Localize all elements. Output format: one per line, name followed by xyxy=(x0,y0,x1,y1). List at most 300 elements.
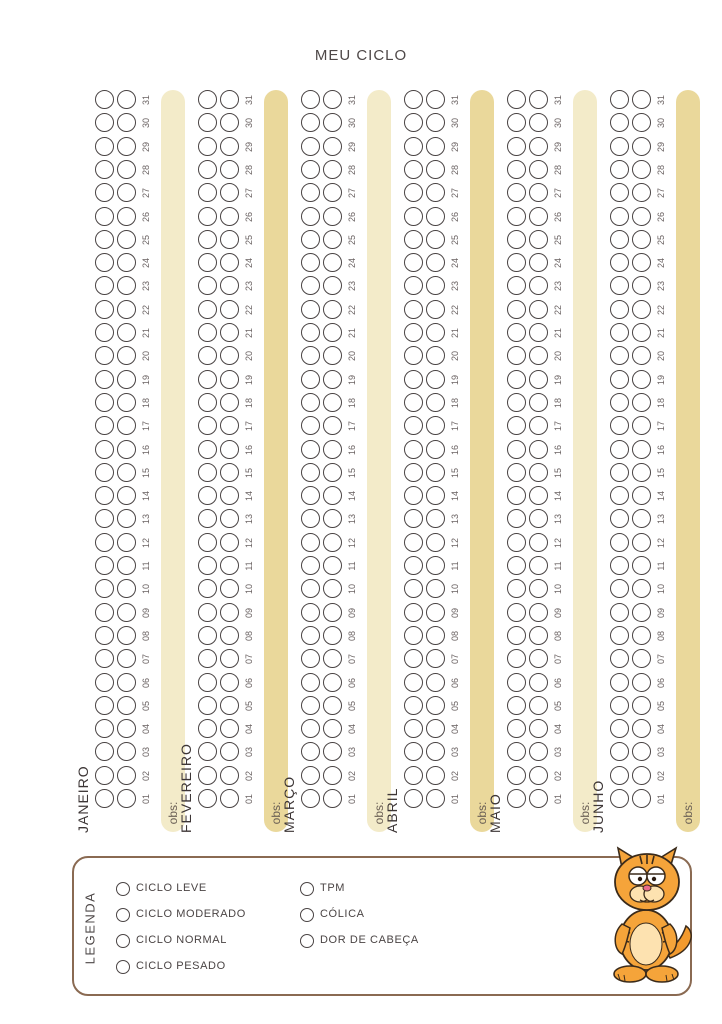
day-circle-checkbox[interactable] xyxy=(117,207,136,226)
day-circle-checkbox[interactable] xyxy=(610,370,629,389)
day-circle-checkbox[interactable] xyxy=(220,533,239,552)
day-circle-checkbox[interactable] xyxy=(301,486,320,505)
day-circle-checkbox[interactable] xyxy=(529,649,548,668)
day-circle-checkbox[interactable] xyxy=(507,509,526,528)
day-circle-checkbox[interactable] xyxy=(198,603,217,622)
day-circle-checkbox[interactable] xyxy=(529,183,548,202)
day-circle-checkbox[interactable] xyxy=(426,160,445,179)
day-circle-checkbox[interactable] xyxy=(632,300,651,319)
day-circle-checkbox[interactable] xyxy=(198,416,217,435)
day-circle-checkbox[interactable] xyxy=(220,137,239,156)
day-circle-checkbox[interactable] xyxy=(117,276,136,295)
day-circle-checkbox[interactable] xyxy=(529,719,548,738)
day-circle-checkbox[interactable] xyxy=(507,276,526,295)
day-circle-checkbox[interactable] xyxy=(95,346,114,365)
day-circle-checkbox[interactable] xyxy=(301,463,320,482)
day-circle-checkbox[interactable] xyxy=(610,440,629,459)
day-circle-checkbox[interactable] xyxy=(301,509,320,528)
day-circle-checkbox[interactable] xyxy=(404,719,423,738)
day-circle-checkbox[interactable] xyxy=(117,346,136,365)
day-circle-checkbox[interactable] xyxy=(404,370,423,389)
day-circle-checkbox[interactable] xyxy=(529,742,548,761)
day-circle-checkbox[interactable] xyxy=(323,323,342,342)
day-circle-checkbox[interactable] xyxy=(632,183,651,202)
day-circle-checkbox[interactable] xyxy=(404,696,423,715)
day-circle-checkbox[interactable] xyxy=(117,673,136,692)
day-circle-checkbox[interactable] xyxy=(198,509,217,528)
day-circle-checkbox[interactable] xyxy=(220,626,239,645)
day-circle-checkbox[interactable] xyxy=(404,160,423,179)
day-circle-checkbox[interactable] xyxy=(220,370,239,389)
day-circle-checkbox[interactable] xyxy=(323,649,342,668)
day-circle-checkbox[interactable] xyxy=(323,673,342,692)
day-circle-checkbox[interactable] xyxy=(404,323,423,342)
day-circle-checkbox[interactable] xyxy=(95,649,114,668)
day-circle-checkbox[interactable] xyxy=(220,673,239,692)
day-circle-checkbox[interactable] xyxy=(404,230,423,249)
day-circle-checkbox[interactable] xyxy=(117,603,136,622)
day-circle-checkbox[interactable] xyxy=(426,789,445,808)
day-circle-checkbox[interactable] xyxy=(610,533,629,552)
legend-circle-icon[interactable] xyxy=(300,934,314,948)
day-circle-checkbox[interactable] xyxy=(507,230,526,249)
day-circle-checkbox[interactable] xyxy=(323,696,342,715)
day-circle-checkbox[interactable] xyxy=(198,766,217,785)
day-circle-checkbox[interactable] xyxy=(198,230,217,249)
day-circle-checkbox[interactable] xyxy=(610,766,629,785)
day-circle-checkbox[interactable] xyxy=(198,323,217,342)
day-circle-checkbox[interactable] xyxy=(117,719,136,738)
day-circle-checkbox[interactable] xyxy=(95,579,114,598)
day-circle-checkbox[interactable] xyxy=(426,742,445,761)
day-circle-checkbox[interactable] xyxy=(426,253,445,272)
day-circle-checkbox[interactable] xyxy=(323,509,342,528)
day-circle-checkbox[interactable] xyxy=(117,323,136,342)
day-circle-checkbox[interactable] xyxy=(404,486,423,505)
day-circle-checkbox[interactable] xyxy=(529,533,548,552)
day-circle-checkbox[interactable] xyxy=(632,137,651,156)
day-circle-checkbox[interactable] xyxy=(426,137,445,156)
day-circle-checkbox[interactable] xyxy=(323,300,342,319)
day-circle-checkbox[interactable] xyxy=(220,393,239,412)
day-circle-checkbox[interactable] xyxy=(507,696,526,715)
day-circle-checkbox[interactable] xyxy=(426,323,445,342)
day-circle-checkbox[interactable] xyxy=(426,673,445,692)
day-circle-checkbox[interactable] xyxy=(301,183,320,202)
day-circle-checkbox[interactable] xyxy=(610,603,629,622)
day-circle-checkbox[interactable] xyxy=(632,649,651,668)
day-circle-checkbox[interactable] xyxy=(323,603,342,622)
day-circle-checkbox[interactable] xyxy=(323,533,342,552)
day-circle-checkbox[interactable] xyxy=(198,533,217,552)
day-circle-checkbox[interactable] xyxy=(95,393,114,412)
day-circle-checkbox[interactable] xyxy=(507,440,526,459)
day-circle-checkbox[interactable] xyxy=(632,509,651,528)
day-circle-checkbox[interactable] xyxy=(426,486,445,505)
day-circle-checkbox[interactable] xyxy=(220,486,239,505)
day-circle-checkbox[interactable] xyxy=(632,766,651,785)
day-circle-checkbox[interactable] xyxy=(507,719,526,738)
day-circle-checkbox[interactable] xyxy=(610,253,629,272)
day-circle-checkbox[interactable] xyxy=(117,626,136,645)
day-circle-checkbox[interactable] xyxy=(529,370,548,389)
day-circle-checkbox[interactable] xyxy=(220,253,239,272)
day-circle-checkbox[interactable] xyxy=(95,207,114,226)
day-circle-checkbox[interactable] xyxy=(426,463,445,482)
day-circle-checkbox[interactable] xyxy=(632,603,651,622)
day-circle-checkbox[interactable] xyxy=(95,160,114,179)
day-circle-checkbox[interactable] xyxy=(323,486,342,505)
day-circle-checkbox[interactable] xyxy=(426,719,445,738)
day-circle-checkbox[interactable] xyxy=(426,556,445,575)
day-circle-checkbox[interactable] xyxy=(610,230,629,249)
day-circle-checkbox[interactable] xyxy=(610,486,629,505)
day-circle-checkbox[interactable] xyxy=(529,440,548,459)
day-circle-checkbox[interactable] xyxy=(632,486,651,505)
day-circle-checkbox[interactable] xyxy=(301,673,320,692)
day-circle-checkbox[interactable] xyxy=(507,533,526,552)
day-circle-checkbox[interactable] xyxy=(610,183,629,202)
day-circle-checkbox[interactable] xyxy=(198,556,217,575)
day-circle-checkbox[interactable] xyxy=(220,300,239,319)
day-circle-checkbox[interactable] xyxy=(426,626,445,645)
day-circle-checkbox[interactable] xyxy=(529,486,548,505)
day-circle-checkbox[interactable] xyxy=(404,440,423,459)
day-circle-checkbox[interactable] xyxy=(117,533,136,552)
day-circle-checkbox[interactable] xyxy=(426,300,445,319)
day-circle-checkbox[interactable] xyxy=(95,276,114,295)
day-circle-checkbox[interactable] xyxy=(507,742,526,761)
day-circle-checkbox[interactable] xyxy=(301,230,320,249)
day-circle-checkbox[interactable] xyxy=(95,673,114,692)
day-circle-checkbox[interactable] xyxy=(198,673,217,692)
day-circle-checkbox[interactable] xyxy=(426,696,445,715)
day-circle-checkbox[interactable] xyxy=(507,766,526,785)
day-circle-checkbox[interactable] xyxy=(529,626,548,645)
day-circle-checkbox[interactable] xyxy=(95,323,114,342)
day-circle-checkbox[interactable] xyxy=(198,719,217,738)
day-circle-checkbox[interactable] xyxy=(632,370,651,389)
day-circle-checkbox[interactable] xyxy=(301,207,320,226)
day-circle-checkbox[interactable] xyxy=(426,533,445,552)
day-circle-checkbox[interactable] xyxy=(404,603,423,622)
day-circle-checkbox[interactable] xyxy=(198,90,217,109)
day-circle-checkbox[interactable] xyxy=(198,440,217,459)
day-circle-checkbox[interactable] xyxy=(301,626,320,645)
day-circle-checkbox[interactable] xyxy=(610,346,629,365)
day-circle-checkbox[interactable] xyxy=(198,253,217,272)
day-circle-checkbox[interactable] xyxy=(404,393,423,412)
day-circle-checkbox[interactable] xyxy=(529,276,548,295)
day-circle-checkbox[interactable] xyxy=(632,416,651,435)
day-circle-checkbox[interactable] xyxy=(632,253,651,272)
obs-notes-bar[interactable] xyxy=(676,90,700,832)
day-circle-checkbox[interactable] xyxy=(529,393,548,412)
day-circle-checkbox[interactable] xyxy=(426,509,445,528)
day-circle-checkbox[interactable] xyxy=(507,603,526,622)
day-circle-checkbox[interactable] xyxy=(610,626,629,645)
day-circle-checkbox[interactable] xyxy=(323,183,342,202)
day-circle-checkbox[interactable] xyxy=(610,556,629,575)
day-circle-checkbox[interactable] xyxy=(323,463,342,482)
day-circle-checkbox[interactable] xyxy=(426,207,445,226)
day-circle-checkbox[interactable] xyxy=(507,113,526,132)
day-circle-checkbox[interactable] xyxy=(404,766,423,785)
day-circle-checkbox[interactable] xyxy=(117,789,136,808)
day-circle-checkbox[interactable] xyxy=(198,742,217,761)
day-circle-checkbox[interactable] xyxy=(95,463,114,482)
day-circle-checkbox[interactable] xyxy=(507,393,526,412)
day-circle-checkbox[interactable] xyxy=(323,253,342,272)
day-circle-checkbox[interactable] xyxy=(426,113,445,132)
day-circle-checkbox[interactable] xyxy=(198,463,217,482)
day-circle-checkbox[interactable] xyxy=(301,90,320,109)
day-circle-checkbox[interactable] xyxy=(632,207,651,226)
day-circle-checkbox[interactable] xyxy=(323,440,342,459)
day-circle-checkbox[interactable] xyxy=(198,393,217,412)
day-circle-checkbox[interactable] xyxy=(507,300,526,319)
day-circle-checkbox[interactable] xyxy=(117,440,136,459)
day-circle-checkbox[interactable] xyxy=(301,766,320,785)
day-circle-checkbox[interactable] xyxy=(426,416,445,435)
day-circle-checkbox[interactable] xyxy=(632,742,651,761)
day-circle-checkbox[interactable] xyxy=(220,742,239,761)
day-circle-checkbox[interactable] xyxy=(632,90,651,109)
day-circle-checkbox[interactable] xyxy=(220,207,239,226)
day-circle-checkbox[interactable] xyxy=(610,789,629,808)
day-circle-checkbox[interactable] xyxy=(117,463,136,482)
day-circle-checkbox[interactable] xyxy=(404,346,423,365)
day-circle-checkbox[interactable] xyxy=(610,207,629,226)
day-circle-checkbox[interactable] xyxy=(404,113,423,132)
day-circle-checkbox[interactable] xyxy=(198,346,217,365)
day-circle-checkbox[interactable] xyxy=(632,463,651,482)
day-circle-checkbox[interactable] xyxy=(220,416,239,435)
day-circle-checkbox[interactable] xyxy=(323,160,342,179)
day-circle-checkbox[interactable] xyxy=(507,323,526,342)
day-circle-checkbox[interactable] xyxy=(117,696,136,715)
day-circle-checkbox[interactable] xyxy=(301,323,320,342)
day-circle-checkbox[interactable] xyxy=(95,440,114,459)
day-circle-checkbox[interactable] xyxy=(117,160,136,179)
day-circle-checkbox[interactable] xyxy=(323,719,342,738)
day-circle-checkbox[interactable] xyxy=(529,509,548,528)
day-circle-checkbox[interactable] xyxy=(95,230,114,249)
day-circle-checkbox[interactable] xyxy=(95,719,114,738)
day-circle-checkbox[interactable] xyxy=(610,276,629,295)
day-circle-checkbox[interactable] xyxy=(95,300,114,319)
day-circle-checkbox[interactable] xyxy=(529,789,548,808)
day-circle-checkbox[interactable] xyxy=(117,649,136,668)
day-circle-checkbox[interactable] xyxy=(301,300,320,319)
day-circle-checkbox[interactable] xyxy=(610,463,629,482)
day-circle-checkbox[interactable] xyxy=(404,626,423,645)
day-circle-checkbox[interactable] xyxy=(404,416,423,435)
day-circle-checkbox[interactable] xyxy=(529,463,548,482)
day-circle-checkbox[interactable] xyxy=(117,509,136,528)
day-circle-checkbox[interactable] xyxy=(610,742,629,761)
day-circle-checkbox[interactable] xyxy=(529,113,548,132)
day-circle-checkbox[interactable] xyxy=(323,579,342,598)
day-circle-checkbox[interactable] xyxy=(117,393,136,412)
day-circle-checkbox[interactable] xyxy=(323,556,342,575)
day-circle-checkbox[interactable] xyxy=(610,90,629,109)
day-circle-checkbox[interactable] xyxy=(610,579,629,598)
day-circle-checkbox[interactable] xyxy=(610,160,629,179)
day-circle-checkbox[interactable] xyxy=(117,137,136,156)
day-circle-checkbox[interactable] xyxy=(610,696,629,715)
day-circle-checkbox[interactable] xyxy=(117,253,136,272)
day-circle-checkbox[interactable] xyxy=(507,556,526,575)
day-circle-checkbox[interactable] xyxy=(220,276,239,295)
day-circle-checkbox[interactable] xyxy=(323,626,342,645)
day-circle-checkbox[interactable] xyxy=(220,789,239,808)
day-circle-checkbox[interactable] xyxy=(610,323,629,342)
day-circle-checkbox[interactable] xyxy=(507,207,526,226)
day-circle-checkbox[interactable] xyxy=(404,579,423,598)
day-circle-checkbox[interactable] xyxy=(426,393,445,412)
day-circle-checkbox[interactable] xyxy=(117,90,136,109)
day-circle-checkbox[interactable] xyxy=(507,253,526,272)
day-circle-checkbox[interactable] xyxy=(632,556,651,575)
day-circle-checkbox[interactable] xyxy=(323,346,342,365)
day-circle-checkbox[interactable] xyxy=(95,370,114,389)
day-circle-checkbox[interactable] xyxy=(404,253,423,272)
day-circle-checkbox[interactable] xyxy=(95,509,114,528)
day-circle-checkbox[interactable] xyxy=(426,649,445,668)
day-circle-checkbox[interactable] xyxy=(95,742,114,761)
day-circle-checkbox[interactable] xyxy=(529,766,548,785)
legend-circle-icon[interactable] xyxy=(116,934,130,948)
day-circle-checkbox[interactable] xyxy=(632,789,651,808)
day-circle-checkbox[interactable] xyxy=(220,183,239,202)
day-circle-checkbox[interactable] xyxy=(610,416,629,435)
day-circle-checkbox[interactable] xyxy=(198,160,217,179)
day-circle-checkbox[interactable] xyxy=(610,509,629,528)
day-circle-checkbox[interactable] xyxy=(507,90,526,109)
day-circle-checkbox[interactable] xyxy=(323,113,342,132)
day-circle-checkbox[interactable] xyxy=(220,766,239,785)
day-circle-checkbox[interactable] xyxy=(507,416,526,435)
day-circle-checkbox[interactable] xyxy=(404,509,423,528)
day-circle-checkbox[interactable] xyxy=(529,603,548,622)
day-circle-checkbox[interactable] xyxy=(117,742,136,761)
day-circle-checkbox[interactable] xyxy=(220,509,239,528)
day-circle-checkbox[interactable] xyxy=(301,556,320,575)
day-circle-checkbox[interactable] xyxy=(507,486,526,505)
day-circle-checkbox[interactable] xyxy=(426,230,445,249)
day-circle-checkbox[interactable] xyxy=(220,160,239,179)
legend-circle-icon[interactable] xyxy=(116,882,130,896)
day-circle-checkbox[interactable] xyxy=(610,719,629,738)
day-circle-checkbox[interactable] xyxy=(426,276,445,295)
day-circle-checkbox[interactable] xyxy=(95,533,114,552)
day-circle-checkbox[interactable] xyxy=(198,207,217,226)
day-circle-checkbox[interactable] xyxy=(117,370,136,389)
day-circle-checkbox[interactable] xyxy=(632,579,651,598)
day-circle-checkbox[interactable] xyxy=(117,556,136,575)
day-circle-checkbox[interactable] xyxy=(404,742,423,761)
day-circle-checkbox[interactable] xyxy=(220,579,239,598)
day-circle-checkbox[interactable] xyxy=(95,603,114,622)
legend-circle-icon[interactable] xyxy=(116,960,130,974)
day-circle-checkbox[interactable] xyxy=(220,719,239,738)
day-circle-checkbox[interactable] xyxy=(426,440,445,459)
day-circle-checkbox[interactable] xyxy=(632,393,651,412)
day-circle-checkbox[interactable] xyxy=(220,230,239,249)
day-circle-checkbox[interactable] xyxy=(632,113,651,132)
day-circle-checkbox[interactable] xyxy=(301,696,320,715)
day-circle-checkbox[interactable] xyxy=(301,346,320,365)
day-circle-checkbox[interactable] xyxy=(323,416,342,435)
day-circle-checkbox[interactable] xyxy=(95,137,114,156)
day-circle-checkbox[interactable] xyxy=(117,579,136,598)
day-circle-checkbox[interactable] xyxy=(117,486,136,505)
day-circle-checkbox[interactable] xyxy=(404,463,423,482)
day-circle-checkbox[interactable] xyxy=(323,90,342,109)
day-circle-checkbox[interactable] xyxy=(198,183,217,202)
day-circle-checkbox[interactable] xyxy=(95,183,114,202)
day-circle-checkbox[interactable] xyxy=(220,90,239,109)
day-circle-checkbox[interactable] xyxy=(632,160,651,179)
day-circle-checkbox[interactable] xyxy=(632,323,651,342)
day-circle-checkbox[interactable] xyxy=(426,603,445,622)
day-circle-checkbox[interactable] xyxy=(117,416,136,435)
day-circle-checkbox[interactable] xyxy=(220,696,239,715)
day-circle-checkbox[interactable] xyxy=(632,673,651,692)
day-circle-checkbox[interactable] xyxy=(95,789,114,808)
day-circle-checkbox[interactable] xyxy=(507,463,526,482)
day-circle-checkbox[interactable] xyxy=(426,183,445,202)
day-circle-checkbox[interactable] xyxy=(220,440,239,459)
day-circle-checkbox[interactable] xyxy=(323,276,342,295)
day-circle-checkbox[interactable] xyxy=(301,276,320,295)
day-circle-checkbox[interactable] xyxy=(529,323,548,342)
day-circle-checkbox[interactable] xyxy=(301,137,320,156)
day-circle-checkbox[interactable] xyxy=(529,137,548,156)
day-circle-checkbox[interactable] xyxy=(301,440,320,459)
day-circle-checkbox[interactable] xyxy=(117,183,136,202)
legend-circle-icon[interactable] xyxy=(116,908,130,922)
day-circle-checkbox[interactable] xyxy=(95,696,114,715)
day-circle-checkbox[interactable] xyxy=(404,649,423,668)
day-circle-checkbox[interactable] xyxy=(220,556,239,575)
day-circle-checkbox[interactable] xyxy=(426,579,445,598)
day-circle-checkbox[interactable] xyxy=(529,207,548,226)
day-circle-checkbox[interactable] xyxy=(95,113,114,132)
day-circle-checkbox[interactable] xyxy=(404,90,423,109)
day-circle-checkbox[interactable] xyxy=(220,323,239,342)
day-circle-checkbox[interactable] xyxy=(301,253,320,272)
day-circle-checkbox[interactable] xyxy=(404,789,423,808)
day-circle-checkbox[interactable] xyxy=(529,230,548,249)
legend-circle-icon[interactable] xyxy=(300,882,314,896)
day-circle-checkbox[interactable] xyxy=(632,533,651,552)
day-circle-checkbox[interactable] xyxy=(529,579,548,598)
day-circle-checkbox[interactable] xyxy=(507,579,526,598)
day-circle-checkbox[interactable] xyxy=(198,789,217,808)
day-circle-checkbox[interactable] xyxy=(95,253,114,272)
legend-circle-icon[interactable] xyxy=(300,908,314,922)
day-circle-checkbox[interactable] xyxy=(323,766,342,785)
day-circle-checkbox[interactable] xyxy=(95,766,114,785)
day-circle-checkbox[interactable] xyxy=(610,113,629,132)
day-circle-checkbox[interactable] xyxy=(426,370,445,389)
day-circle-checkbox[interactable] xyxy=(220,463,239,482)
day-circle-checkbox[interactable] xyxy=(507,649,526,668)
day-circle-checkbox[interactable] xyxy=(507,673,526,692)
day-circle-checkbox[interactable] xyxy=(610,673,629,692)
